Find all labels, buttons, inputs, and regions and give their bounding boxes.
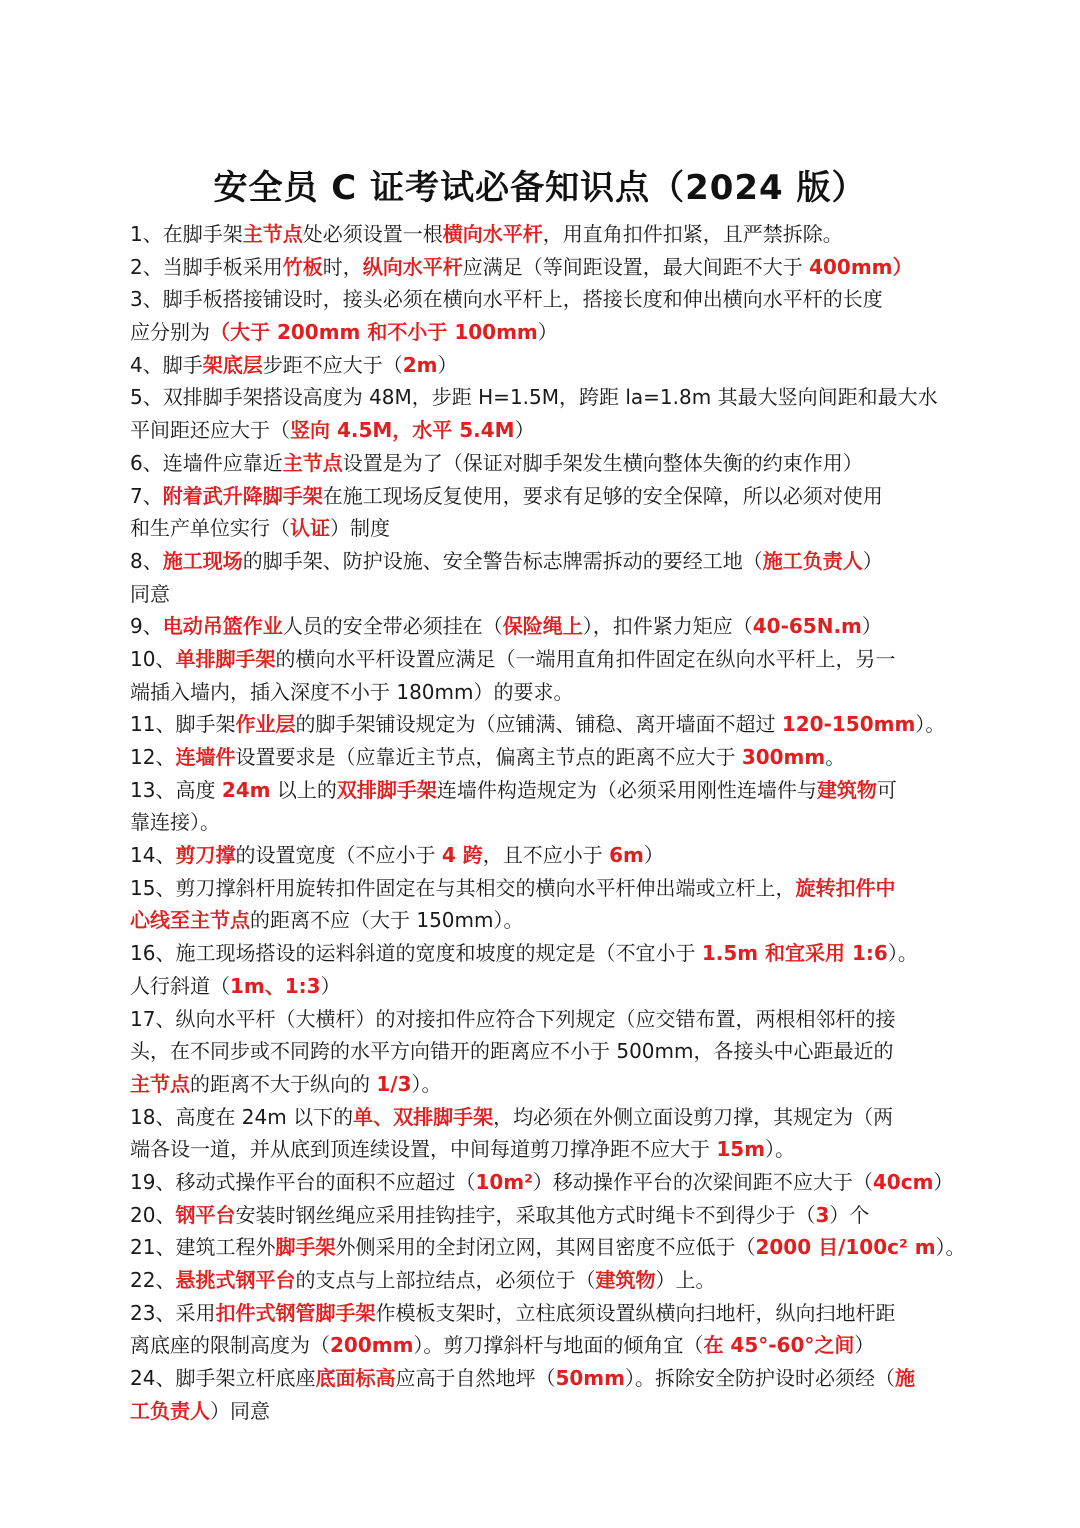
text-line (130, 1264, 952, 1297)
body-text: 离底座的限制高度为（ (130, 1333, 330, 1358)
body-text: 头，在不同步或不同跨的水平方向错开的距离应不小于 500mm，各接头中心距最近的 (130, 1039, 894, 1064)
body-text: ） (437, 352, 458, 377)
body-text: 3、脚手板搭接铺设时，接头必须在横向水平杆上，搭接长度和伸出横向水平杆的长度 (130, 287, 883, 312)
text-line (130, 381, 952, 414)
text-line (130, 1101, 952, 1134)
body-text: ） (933, 1169, 954, 1194)
body-text: 的脚手架铺设规定为（应铺满、铺稳、离开墙面不超过 (295, 712, 782, 737)
highlight-text: 6m (609, 843, 644, 868)
highlight-text: 钢平台 (175, 1202, 236, 1227)
body-text: ），扣件紧力矩应（ (582, 614, 753, 639)
body-text: 靠连接）。 (130, 810, 220, 835)
highlight-text: 40-65N.m (752, 614, 862, 639)
highlight-text: 200mm (330, 1333, 414, 1358)
highlight-text: 15m (716, 1137, 766, 1162)
body-text: ） (537, 320, 558, 345)
highlight-text: 剪刀撑 (175, 843, 236, 868)
highlight-text: 架底层 (202, 352, 263, 377)
text-line (130, 1003, 952, 1036)
highlight-text: 连墙件 (175, 745, 236, 769)
body-text: 的距离不大于纵向的 (190, 1071, 377, 1096)
text-line (130, 610, 952, 643)
highlight-text: 120-150mm (781, 712, 916, 737)
text-line (130, 1068, 952, 1101)
highlight-text: 施工负责人 (762, 548, 863, 573)
highlight-text: 主节点 (282, 450, 343, 475)
highlight-text: 双排脚手架 (336, 777, 437, 802)
highlight-text: 工负责人 (130, 1398, 210, 1423)
highlight-text: 10m² (475, 1169, 533, 1194)
body-text: 13、高度 (130, 777, 222, 802)
body-text: ） (643, 843, 664, 868)
highlight-text: 1.5m 和宜采用 1:6 (701, 941, 888, 966)
body-text: ，且不应小于 (482, 843, 610, 868)
body-text: 5、双排脚手架搭设高度为 48M，步距 H=1.5M，跨距 la=1.8m 其最大竖向间距和最大水 (130, 385, 938, 410)
body-text: 7、 (130, 483, 163, 508)
body-text: 12、 (130, 745, 176, 769)
body-text: ）个 (829, 1202, 870, 1227)
highlight-text: 附着武升降脚手架 (162, 483, 323, 508)
highlight-text: 底面标高 (315, 1366, 396, 1391)
body-text: 24、脚手架立杆底座 (130, 1366, 316, 1391)
text-line (130, 643, 952, 676)
body-text: 4、脚手 (130, 352, 203, 377)
highlight-text: 单排脚手架 (175, 646, 276, 671)
text-line (130, 872, 952, 905)
body-text: 23、采用 (130, 1300, 216, 1325)
body-text: 2、当脚手板采用 (130, 254, 283, 279)
body-text: 11、脚手架 (130, 712, 236, 737)
body-text: ）。剪刀撑斜杆与地面的倾角宜（ (413, 1333, 704, 1358)
text-line (130, 578, 952, 611)
highlight-text: 电动吊篮作业 (162, 614, 283, 639)
text-line (130, 545, 952, 578)
body-text: 的距离不应（大于 150mm）。 (250, 908, 524, 933)
highlight-text: 竖向 4.5M，水平 5.4M (290, 418, 515, 443)
text-line (130, 512, 952, 545)
highlight-text: 24m (221, 777, 271, 802)
highlight-text: （大于 200mm 和不小于 100mm (210, 320, 538, 345)
highlight-text: 2m (402, 352, 438, 377)
body-text: 1、在脚手架 (130, 222, 243, 246)
body-text: 10、 (130, 646, 176, 671)
text-line (130, 1231, 966, 1264)
body-text: 人员的安全带必须挂在（ (282, 614, 503, 639)
highlight-text: 1/3 (376, 1071, 412, 1096)
text-line (130, 839, 952, 872)
body-text: 的横向水平杆设置应满足（一端用直角扣件固定在纵向水平杆上，另一 (275, 646, 896, 671)
body-text: ）。 (887, 941, 918, 966)
body-text: 同意 (130, 581, 170, 606)
highlight-text: 400mm） (809, 254, 913, 279)
highlight-text: 横向水平杆 (442, 222, 543, 246)
text-line (130, 447, 952, 480)
body-text: 在施工现场反复使用，要求有足够的安全保障，所以必须对使用 (322, 483, 883, 508)
highlight-text: 1m、1:3 (230, 973, 321, 998)
text-line (130, 676, 952, 709)
body-text: ） (861, 614, 882, 639)
highlight-text: 竹板 (282, 254, 323, 279)
text-line (130, 1362, 952, 1395)
text-line (130, 937, 952, 970)
highlight-text: 作业层 (235, 712, 296, 737)
body-text: ） (320, 973, 341, 998)
body-text: 应满足（等间距设置，最大间距不大于 (462, 254, 810, 279)
body-text: 连墙件构造规定为（必须采用刚性连墙件与 (436, 777, 817, 802)
body-text: 设置要求是（应靠近主节点，偏离主节点的距离不应大于 (235, 745, 742, 769)
highlight-text: 认证 (290, 516, 330, 541)
highlight-text: 建筑物 (595, 1268, 656, 1292)
body-text: 应高于自然地坪（ (395, 1366, 556, 1391)
highlight-text: 扣件式钢管脚手架 (215, 1300, 376, 1325)
text-line (130, 1395, 952, 1428)
body-text: 6、连墙件应靠近 (130, 450, 283, 475)
body-text: 16、施工现场搭设的运料斜道的宽度和坡度的规定是（不宜小于 (130, 941, 702, 966)
body-text: 21、建筑工程外 (130, 1235, 276, 1260)
body-text: ）。 (915, 712, 946, 737)
text-line (130, 1297, 952, 1330)
body-text: ）。 (411, 1071, 442, 1096)
highlight-text: 建筑物 (816, 777, 877, 802)
body-text: 以上的 (270, 777, 337, 802)
body-text: ，用直角扣件扣紧，且严禁拆除。 (542, 222, 843, 246)
text-line (130, 480, 952, 513)
text-line (130, 970, 952, 1003)
highlight-text: 心线至主节点 (130, 908, 250, 933)
knowledge-list (130, 218, 966, 1427)
body-text: 时， (322, 254, 363, 279)
text-line (130, 218, 952, 251)
body-text: 安装时钢丝绳应采用挂钩挂宇，采取其他方式时绳卡不到得少于（ (235, 1202, 816, 1227)
body-text: 14、 (130, 843, 176, 868)
body-text: ）制度 (330, 516, 390, 541)
body-text: ） (514, 418, 535, 443)
text-line (130, 806, 952, 839)
body-text: 20、 (130, 1202, 176, 1227)
body-text: ） (862, 548, 883, 573)
body-text: 17、纵向水平杆（大横杆）的对接扣件应符合下列规定（应交错布置，两根相邻杆的接 (130, 1006, 896, 1031)
body-text: 设置是为了（保证对脚手架发生横向整体失衡的约束作用） (342, 450, 863, 475)
text-line (130, 741, 952, 774)
text-line (130, 774, 952, 807)
body-text: 19、移动式操作平台的面积不应超过（ (130, 1169, 476, 1194)
text-line (130, 1035, 952, 1068)
highlight-text: 单、双排脚手架 (353, 1104, 494, 1129)
body-text: ） (854, 1333, 875, 1358)
page-title: 安全员 C 证考试必备知识点（2024 版） (213, 168, 867, 208)
highlight-text: 施 (894, 1366, 915, 1391)
body-text: ）移动操作平台的次梁间距不应大于（ (532, 1169, 873, 1194)
text-line (130, 316, 952, 349)
body-text: 外侧采用的全封闭立网，其网目密度不应低于（ (335, 1235, 756, 1260)
body-text: ）同意 (210, 1398, 270, 1423)
body-text: 作模板支架时，立柱底须设置纵横向扫地杆，纵向扫地杆距 (375, 1300, 896, 1325)
text-line (130, 283, 952, 316)
text-line (130, 708, 952, 741)
body-text: ）。拆除安全防护设时必须经（ (624, 1366, 895, 1391)
highlight-text: 在 45°-60°之间 (703, 1333, 855, 1358)
body-text: 8、 (130, 548, 163, 573)
highlight-text: 300mm (741, 745, 826, 769)
body-text: 的脚手架、防护设施、安全警告标志牌需拆动的要经工地（ (242, 548, 763, 573)
highlight-text: 3 (815, 1202, 830, 1227)
text-line (130, 1329, 952, 1362)
highlight-text: 纵向水平杆 (362, 254, 463, 279)
text-line (130, 1166, 952, 1199)
text-line (130, 349, 952, 382)
body-text: 22、 (130, 1268, 176, 1292)
highlight-text: 主节点 (242, 222, 303, 246)
text-line (130, 904, 952, 937)
highlight-text: 脚手架 (275, 1235, 336, 1260)
body-text: 18、高度在 24m 以下的 (130, 1104, 354, 1129)
body-text: 和生产单位实行（ (130, 516, 290, 541)
body-text: ，均必须在外侧立面设剪刀撑，其规定为（两 (493, 1104, 894, 1129)
text-line (130, 1133, 952, 1166)
body-text: 。 (825, 745, 846, 769)
body-text: 步距不应大于（ (262, 352, 403, 377)
text-line (130, 414, 952, 447)
body-text: 的设置宽度（不应小于 (235, 843, 442, 868)
body-text: 9、 (130, 614, 163, 639)
text-line (130, 251, 952, 284)
body-text: 处必须设置一根 (302, 222, 443, 246)
body-text: 端插入墙内，插入深度不小于 180mm）的要求。 (130, 679, 574, 704)
body-text: 15、剪刀撑斜杆用旋转扣件固定在与其相交的横向水平杆伸出端或立杆上， (130, 875, 796, 900)
body-text: 可 (876, 777, 897, 802)
highlight-text: 2000 目/100c² m (755, 1235, 936, 1260)
highlight-text: 悬挑式钢平台 (175, 1268, 296, 1292)
body-text: 平间距还应大于（ (130, 418, 290, 443)
body-text: 端各设一道，并从底到顶连续设置，中间每道剪刀撑净距不应大于 (130, 1137, 717, 1162)
body-text: ）。 (935, 1235, 966, 1260)
highlight-text: 主节点 (130, 1071, 190, 1096)
highlight-text: 40cm (872, 1169, 934, 1194)
body-text: 应分别为 (130, 320, 210, 345)
highlight-text: 施工现场 (162, 548, 243, 573)
body-text: ）上。 (655, 1268, 716, 1292)
body-text: 人行斜道（ (130, 973, 230, 998)
highlight-text: 4 跨 (441, 843, 483, 868)
text-line (130, 1199, 952, 1232)
body-text: 的支点与上部拉结点，必须位于（ (295, 1268, 596, 1292)
body-text: ）。 (765, 1137, 796, 1162)
highlight-text: 旋转扣件中 (795, 875, 896, 900)
highlight-text: 50mm (555, 1366, 625, 1391)
highlight-text: 保险绳上 (502, 614, 583, 639)
